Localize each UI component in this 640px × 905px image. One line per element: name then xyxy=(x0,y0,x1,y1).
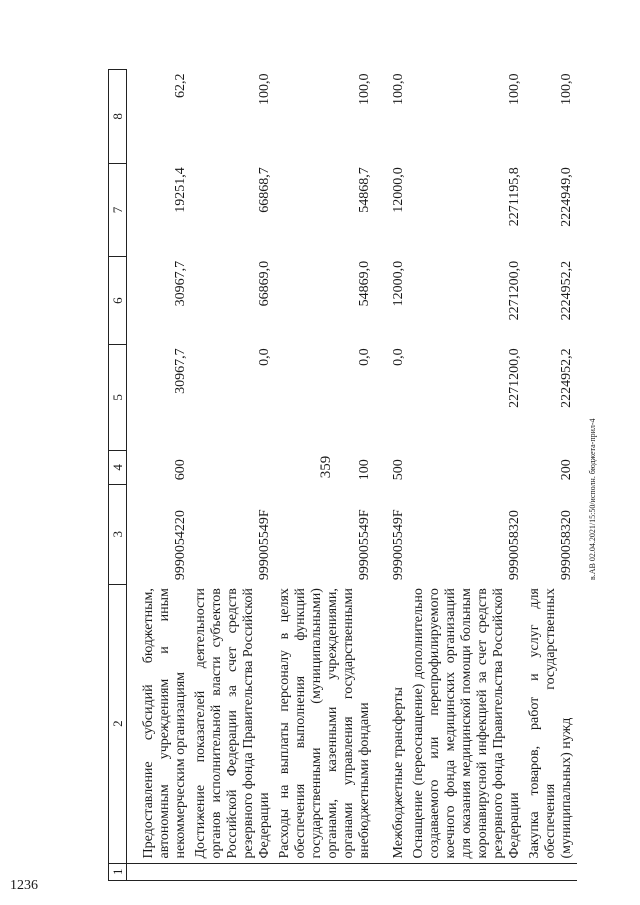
row-type: 600 xyxy=(172,459,188,481)
row-number-cell xyxy=(275,863,375,880)
row-value-8: 100,0 xyxy=(558,73,574,105)
row-code: 9990058320 xyxy=(558,510,574,581)
row-value-6: 2271200,0 xyxy=(506,260,522,321)
row-value-7: 2271195,8 xyxy=(506,167,522,227)
row-value-6: 2224952,2 xyxy=(558,260,574,321)
row-number-cell xyxy=(409,863,525,880)
table-row xyxy=(525,70,577,881)
table-row xyxy=(375,70,409,881)
column-header: 3 xyxy=(109,484,127,584)
table-row xyxy=(127,70,191,881)
file-path-text: в.АВ 02.04.2021/15:50/исполн. бюджета-прил-4 xyxy=(588,418,597,580)
row-type: 100 xyxy=(356,459,372,481)
row-name: Достижение показателей деятельности органов исполнительной власти субъектов Российской Федерации за счет средств резервного фонда Правительства Российской Федерации xyxy=(192,588,272,859)
row-value-6: 30967,7 xyxy=(172,260,188,307)
column-header: 6 xyxy=(109,257,127,344)
column-header: 1 xyxy=(109,863,127,880)
row-name: Межбюджетные трансферты xyxy=(390,687,406,859)
row-value-5: 2271200,0 xyxy=(506,348,522,408)
row-value-7: 19251,4 xyxy=(172,167,188,213)
budget-table xyxy=(108,69,577,881)
row-code: 999005549F xyxy=(390,509,406,581)
row-type xyxy=(191,450,275,484)
row-code: 9990058320 xyxy=(506,510,522,581)
row-value-7: 2224949,0 xyxy=(558,167,574,227)
row-value-7: 54868,7 xyxy=(356,167,372,213)
row-number-cell xyxy=(191,863,275,880)
column-header: 4 xyxy=(109,450,127,484)
row-name: Закупка товаров, работ и услуг для обеспечения государственных (муниципальных) нужд xyxy=(526,588,574,859)
row-value-5: 30967,7 xyxy=(172,348,188,394)
row-value-6: 54869,0 xyxy=(356,260,372,307)
row-name: Оснащение (переоснащение) дополнительно создаваемого или перепрофилируемого коечного фонда медицинских организаций для оказания медицинской помощи больным коронавирусной инфекцией за счет средств резервного фонда Правительства Российской Федерации xyxy=(410,588,522,859)
column-header: 7 xyxy=(109,163,127,257)
row-code: 999005549F xyxy=(356,509,372,581)
row-value-6: 66869,0 xyxy=(256,260,272,307)
row-name: Предоставление субсидий бюджетным, автономным учреждениям и иным некоммерческим организациям xyxy=(140,588,188,859)
row-value-8: 100,0 xyxy=(256,73,272,105)
column-header: 5 xyxy=(109,344,127,450)
row-value-6: 12000,0 xyxy=(390,260,406,307)
row-code: 9990054220 xyxy=(172,510,188,581)
row-value-7: 12000,0 xyxy=(390,167,406,213)
row-value-5: 0,0 xyxy=(256,348,272,366)
row-type xyxy=(409,450,525,484)
row-value-8: 100,0 xyxy=(390,73,406,105)
table-row xyxy=(191,70,275,881)
column-header: 2 xyxy=(109,584,127,863)
row-value-5: 0,0 xyxy=(356,348,372,366)
row-value-5: 2224952,2 xyxy=(558,348,574,408)
row-value-8: 100,0 xyxy=(506,73,522,105)
row-value-5: 0,0 xyxy=(390,348,406,366)
row-type: 500 xyxy=(390,459,406,481)
table-row xyxy=(275,70,375,881)
table-row xyxy=(409,70,525,881)
page-number: 359 xyxy=(318,455,334,479)
row-number-cell xyxy=(525,863,577,880)
footer-page-number: 1236 xyxy=(10,878,38,893)
row-value-8: 62,2 xyxy=(172,73,188,98)
row-name: Расходы на выплаты персоналу в целях обеспечения выполнения функций государственными (муниципальными) органами, казенными учреждениями, органами управления государственными внебюджетными фондами xyxy=(276,588,372,859)
row-value-7: 66868,7 xyxy=(256,167,272,213)
table-header-row xyxy=(109,70,127,881)
column-header: 8 xyxy=(109,70,127,164)
row-type: 200 xyxy=(558,459,574,481)
budget-table-rotated xyxy=(108,69,574,881)
row-number-cell xyxy=(375,863,409,880)
row-value-8: 100,0 xyxy=(356,73,372,105)
row-number-cell xyxy=(127,863,191,880)
row-code: 999005549F xyxy=(256,509,272,581)
